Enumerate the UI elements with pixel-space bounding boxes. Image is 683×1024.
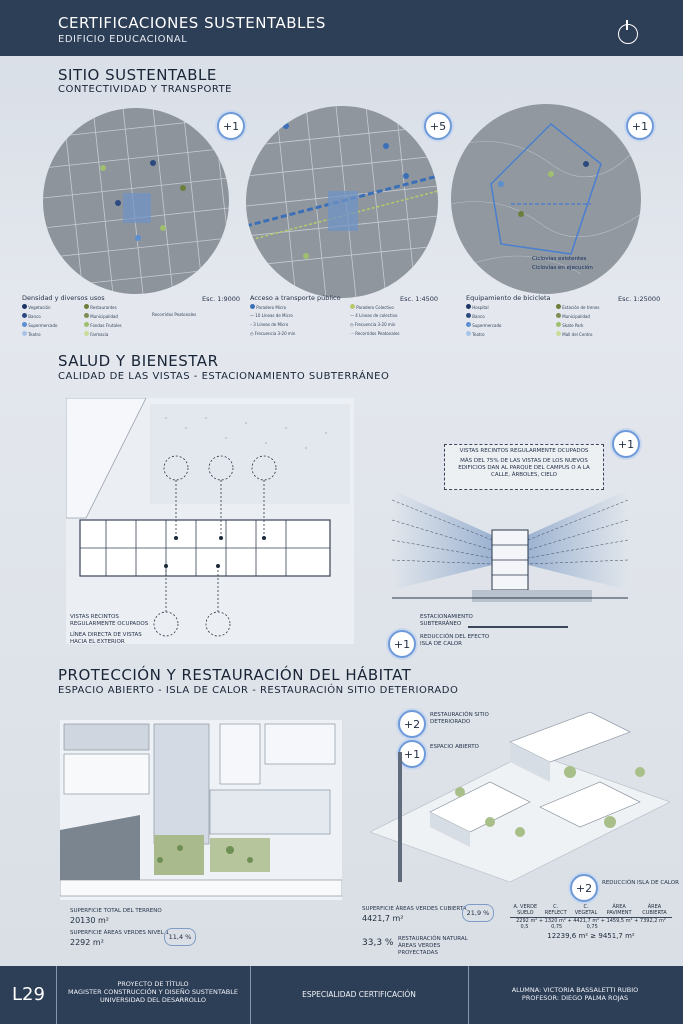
badge-parking: +1	[388, 630, 416, 658]
section-subtitle-salud: CALIDAD DE LAS VISTAS - ESTACIONAMIENTO SUBTERRÁNEO	[58, 371, 390, 382]
bike-label-existing: Ciclovías existentes	[532, 256, 587, 262]
legend-item: Recorridos Peatonales	[355, 331, 400, 336]
legend-item: Supermercado	[28, 323, 58, 328]
site-plan	[60, 720, 342, 900]
isometric-view	[370, 712, 670, 882]
table-header: ÁREA CUBIERTA	[642, 904, 667, 916]
footer-authors	[470, 986, 680, 1002]
section-title-salud: SALUD Y BIENESTAR	[58, 352, 219, 370]
badge-transport: +5	[424, 112, 452, 140]
label-heat: REDUCCIÓN ISLA DE CALOR	[602, 880, 679, 886]
map-transport	[246, 106, 438, 298]
legend-density-title: Densidad y diversos usos	[22, 294, 105, 302]
legend-item: 10 Líneas de Micro	[255, 313, 293, 318]
building-section	[392, 480, 628, 610]
legend-item: Banco	[28, 314, 41, 319]
table-formula: 2292 m² + 1320 m² + 4421,7 m² + 1459,5 m² + 7392,2 m²	[510, 917, 672, 924]
legend-item: Frecuencia 3-20 min	[254, 331, 296, 336]
value-total-surface: 20130 m²	[70, 916, 109, 925]
legend-item: Paradero Micro	[256, 305, 287, 310]
table-result: 12239,6 m² ≥ 9451,7 m²	[547, 932, 635, 940]
legend-item: Mall del Centro	[562, 332, 593, 337]
label-parking: ESTACIONAMIENTO SUBTERRÁNEO	[420, 614, 473, 627]
legend-bike-scale: Esc. 1:25000	[618, 295, 661, 303]
badge-views: +1	[612, 430, 640, 458]
table-header: ÁREA PAVIMENT	[606, 904, 632, 916]
table-coef: 0,75	[551, 924, 563, 930]
footer-student: ALUMNA: VICTORIA BASSALETTI RUBIO	[511, 986, 639, 994]
label-restore-natural: RESTAURACIÓN NATURAL ÁREAS VERDES PROYECTADAS	[398, 936, 468, 956]
legend-density	[22, 304, 232, 340]
footer-program: MAGISTER CONSTRUCCIÓN Y DISEÑO SUSTENTABLE	[68, 988, 238, 996]
legend-transport-title: Acceso a transporte público	[250, 294, 341, 302]
floor-plan-views	[66, 398, 354, 644]
value-green-surface: 2292 m²	[70, 938, 104, 947]
legend-transport: Paradero Micro — 10 Líneas de Micro – 3 Líneas de Micro ◷ Frecuencia 3-20 min Paradero Colectivo — 4 Líneas de colectivo ◷ Frecuencia 3-20 min ⋯ Recorridos Peatonales	[250, 305, 400, 336]
footer-project-title: PROYECTO DE TÍTULO	[117, 980, 189, 988]
legend-item: Fondas Frutales	[90, 323, 122, 328]
table-header: A. VERDE SUELO	[513, 904, 538, 916]
label-direct-views: LÍNEA DIRECTA DE VISTAS HACIA EL EXTERIOR	[70, 632, 142, 645]
table-coef: 0,75	[586, 924, 598, 930]
label-roof-green: SUPERFICIE ÁREAS VERDES CUBIERTA	[362, 906, 467, 912]
legend-item: Restaurantes	[90, 305, 117, 310]
section-title-sitio: SITIO SUSTENTABLE	[58, 66, 217, 84]
legend-item: 3 Líneas de Micro	[253, 322, 289, 327]
footer-professor: PROFESOR: DIEGO PALMA ROJAS	[521, 994, 629, 1002]
value-roof-green: 4421,7 m²	[362, 914, 404, 923]
legend-item: Municipalidad	[90, 314, 118, 319]
label-reduction: REDUCCIÓN DEL EFECTO ISLA DE CALOR	[420, 634, 490, 647]
legend-item: Vegetación	[28, 305, 51, 310]
badge-open: +1	[398, 740, 426, 768]
legend-item: Paradero Colectivo	[356, 305, 394, 310]
label-green-surface: SUPERFICIE ÁREAS VERDES NIVEL 1	[70, 930, 169, 936]
footer-bar	[0, 966, 683, 1024]
page-subtitle: EDIFICIO EDUCACIONAL	[58, 34, 188, 45]
legend-item: Municipalidad	[562, 314, 590, 319]
pct-roof-green: 21,9 %	[462, 904, 494, 922]
badge-bike: +1	[626, 112, 654, 140]
badge-restore: +2	[398, 710, 426, 738]
sheet-code: L29	[12, 984, 45, 1005]
views-note-body: MÁS DEL 75% DE LAS VISTAS DE LOS NUEVOS EDIFICIOS DAN AL PARQUE DEL CAMPUS O A LA CALLE, ÁRBOLES, CIELO	[458, 458, 590, 478]
footer-specialty: ESPECIALIDAD CERTIFICACIÓN	[302, 990, 416, 999]
footer-university: UNIVERSIDAD DEL DESARROLLO	[100, 996, 206, 1004]
legend-bike	[466, 304, 666, 340]
footer-project	[58, 980, 248, 1004]
legend-bike-title: Equipamiento de bicicleta	[466, 294, 551, 302]
legend-item: Farmacia	[90, 332, 109, 337]
section-subtitle-habitat: ESPACIO ABIERTO - ISLA DE CALOR - RESTAURACIÓN SITIO DETERIORADO	[58, 685, 459, 696]
pct-green-surface: 11,4 %	[164, 928, 196, 946]
map-density	[43, 108, 229, 294]
label-total-surface: SUPERFICIE TOTAL DEL TERRENO	[70, 908, 162, 914]
legend-density-scale: Esc. 1:9000	[202, 295, 241, 303]
table-header: C. VEGETAL	[574, 904, 598, 916]
legend-item: 4 Líneas de colectivo	[355, 313, 398, 318]
legend-item: Teatro	[28, 332, 41, 337]
label-occupied-views: VISTAS RECINTOS REGULARMENTE OCUPADOS	[70, 614, 149, 627]
legend-item: Frecuencia 3-20 min	[354, 322, 396, 327]
table-header: C. REFLECT	[544, 904, 567, 916]
badge-heat: +2	[570, 874, 598, 902]
label-restore: RESTAURACIÓN SITIO DETERIORADO	[430, 712, 489, 725]
bike-label-construction: Ciclovías en ejecución	[532, 265, 593, 271]
section-subtitle-sitio: CONTECTIVIDAD Y TRANSPORTE	[58, 84, 232, 95]
page-title: CERTIFICACIONES SUSTENTABLES	[58, 14, 326, 32]
legend-item: Hospital	[472, 305, 489, 310]
legend-item: Banco	[472, 314, 485, 319]
views-note-title: VISTAS RECINTOS REGULARMENTE OCUPADOS	[459, 448, 589, 454]
badge-density: +1	[217, 112, 245, 140]
power-icon[interactable]	[618, 24, 638, 44]
label-open: ESPACIO ABIERTO	[430, 744, 479, 750]
legend-item: Recorridos Peatonales	[152, 312, 197, 317]
section-title-habitat: PROTECCIÓN Y RESTAURACIÓN DEL HÁBITAT	[58, 666, 412, 684]
heat-island-table	[510, 904, 672, 940]
legend-item: Supermercado	[472, 323, 502, 328]
legend-item: Estación de trenes	[562, 305, 600, 310]
pct-restore: 33,3 %	[362, 938, 394, 948]
legend-item: Skate Park	[562, 323, 584, 328]
legend-transport-scale: Esc. 1:4500	[400, 295, 439, 303]
legend-item: Teatro	[472, 332, 485, 337]
table-coef: 0,5	[520, 924, 529, 930]
